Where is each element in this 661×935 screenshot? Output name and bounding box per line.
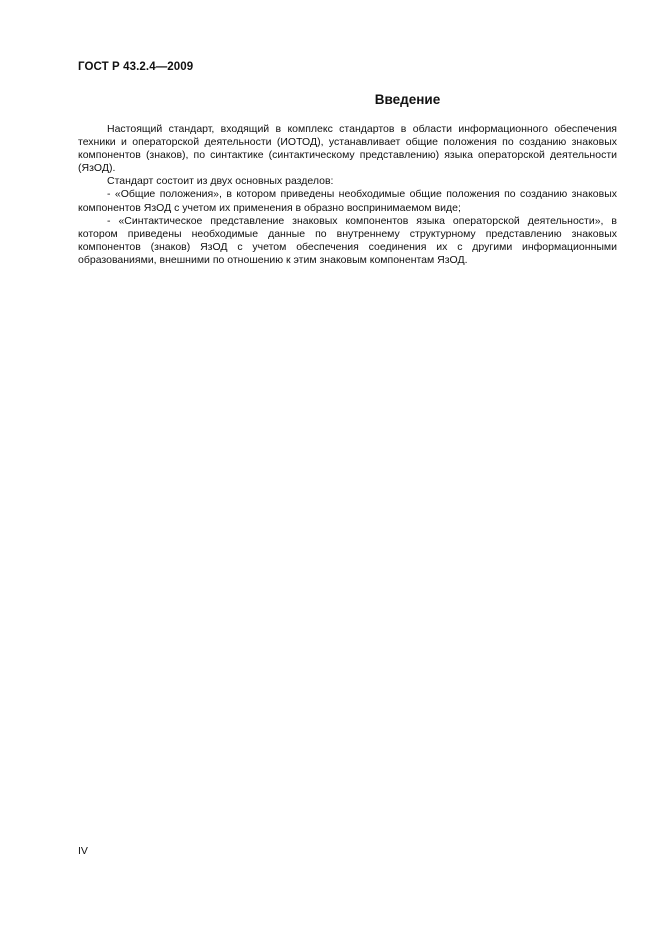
page-title: Введение <box>374 92 441 107</box>
list-item: - «Общие положения», в котором приведены необходимые общие положения по созданию знаковых компонентов ЯзОД с учетом их применения в образно воспринимаемом виде; <box>78 188 617 214</box>
body-paragraph: Настоящий стандарт, входящий в комплекс стандартов в области информационного обеспечения техники и операторской деятельности (ИОТОД), устанавливает общие положения по созданию знаковых компонентов (знаков), по синтактике (синтактическому представлению) языка операторской деятельности (ЯзОД). <box>78 123 617 175</box>
document-header: ГОСТ Р 43.2.4—2009 <box>78 61 194 73</box>
document-body <box>78 123 617 267</box>
body-paragraph: Стандарт состоит из двух основных разделов: <box>107 175 334 188</box>
page-number: IV <box>78 845 88 857</box>
list-item: - «Синтактическое представление знаковых компонентов языка операторской деятельности», в котором приведены необходимые данные по внутреннему структурному представлению знаковых компонентов (знаков) ЯзОД с учетом обеспечения соединения их с другими информационными образованиями, внешними по отношению к этим знаковым компонентам ЯзОД. <box>78 214 617 266</box>
